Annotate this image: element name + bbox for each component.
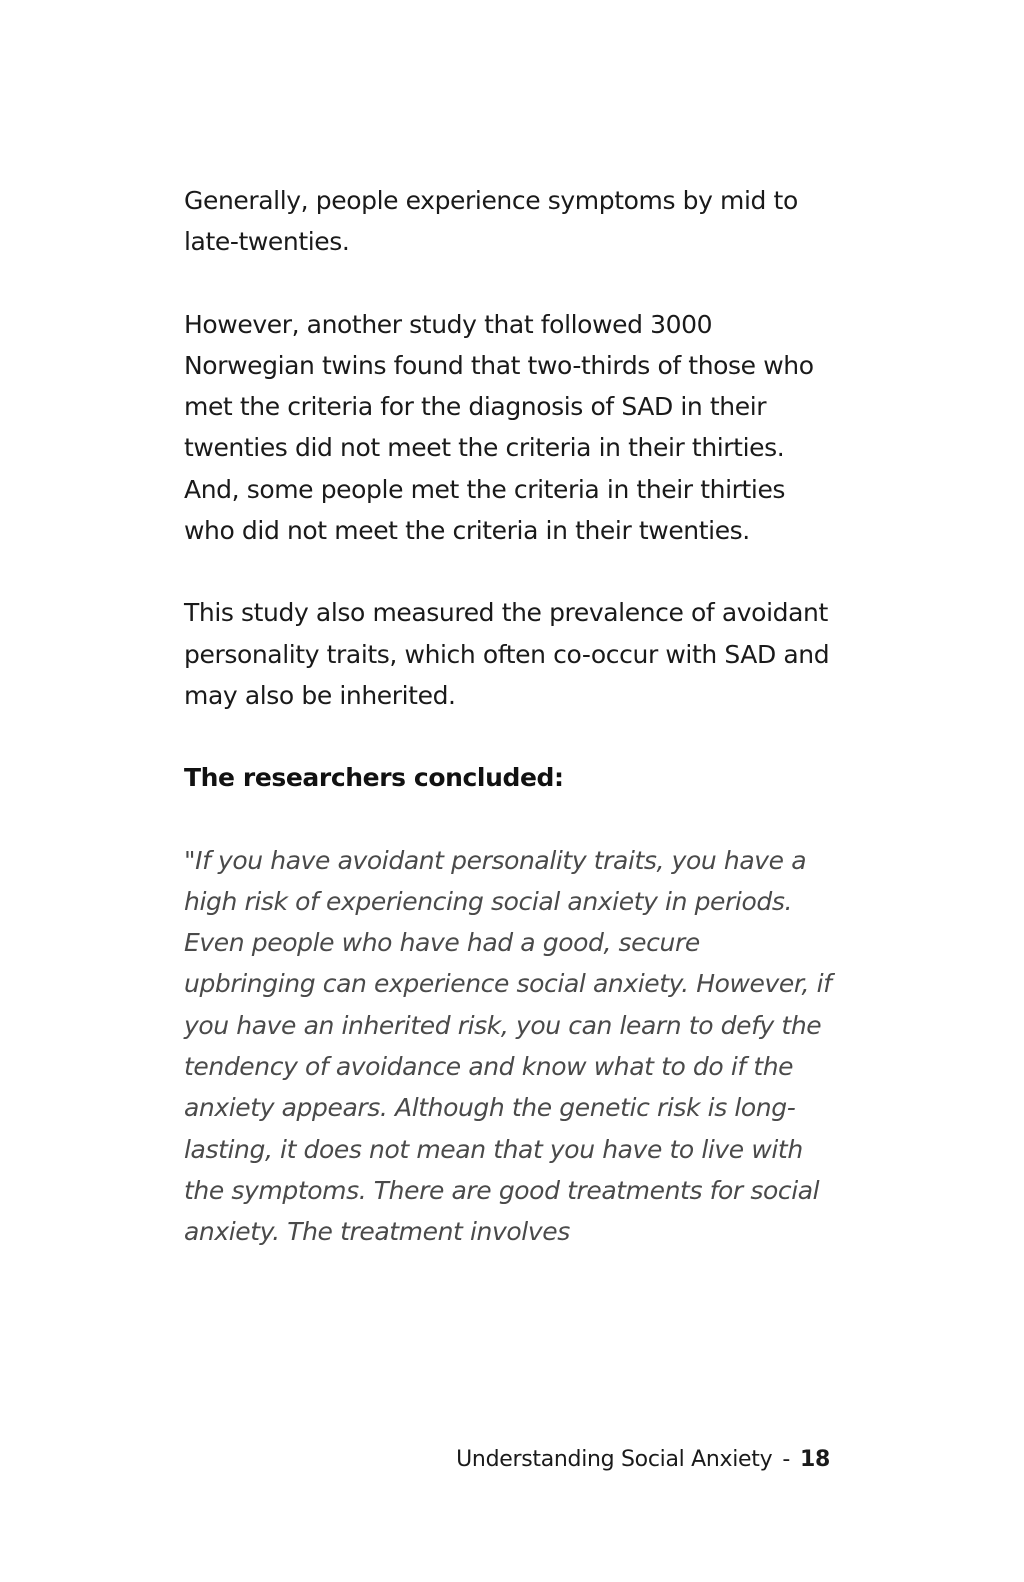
page-footer [456, 1444, 830, 1476]
page-number: 18 [799, 1447, 830, 1472]
paragraph-twin-study: However, another study that followed 3000 Norwegian twins found that two-thirds of those who met the criteria for the diagnosis of SAD in their twenties did not meet the criteria in their thirties. And, some people met the criteria in their thirties who did not meet the criteria in their twenties. [184, 309, 814, 546]
researchers-heading: The researchers concluded: [184, 763, 564, 793]
footer-separator: - [782, 1447, 790, 1472]
researchers-quote: "If you have avoidant personality traits, you have a high risk of experiencing social anxiety in periods. Even people who have had a good, secure upbringing can experience social anxiety. However, if you have an inherited risk, you can learn to defy the tendency of avoidance and know what to do if the anxiety appears. Although the genetic risk is long-lasting, it does not mean that you have to live with the symptoms. There are good treatments for social anxiety. The treatment involves [184, 845, 832, 1247]
paragraph-avoidant-traits: This study also measured the prevalence of avoidant personality traits, which often co-occur with SAD and may also be inherited. [184, 598, 830, 710]
paragraph-onset: Generally, people experience symptoms by mid to late-twenties. [184, 186, 798, 257]
footer-book-title: Understanding Social Anxiety [456, 1447, 773, 1472]
page-content [184, 180, 834, 1253]
